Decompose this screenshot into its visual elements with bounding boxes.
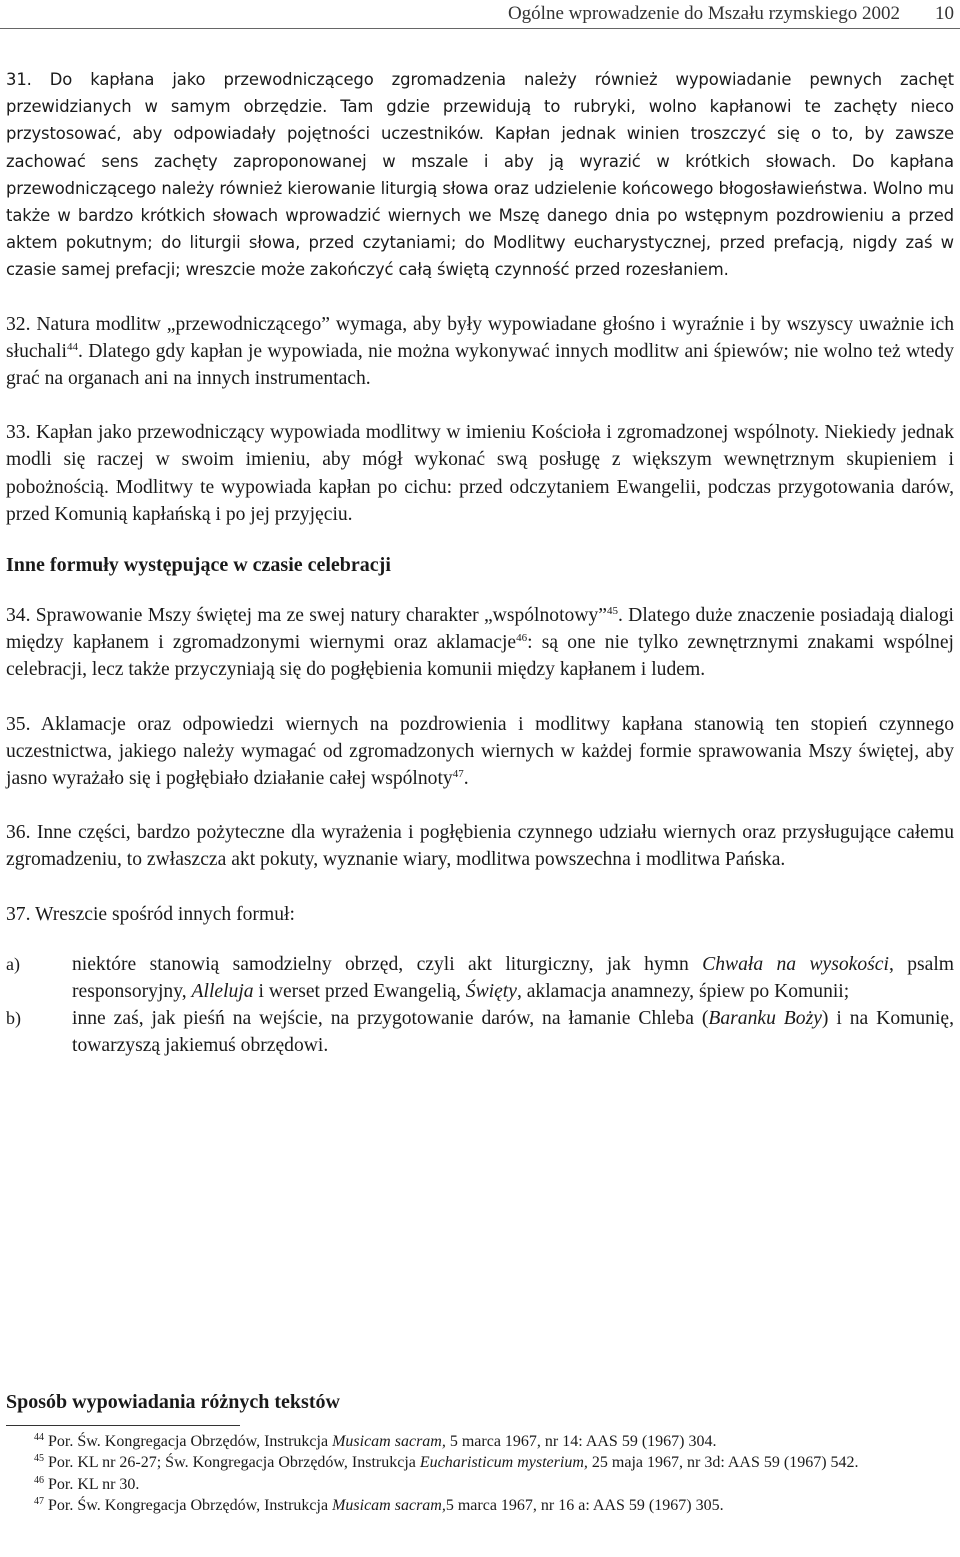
page-header bbox=[0, 0, 960, 44]
footnote-title: Musicam sacram, bbox=[332, 1497, 446, 1515]
list-a-em1: Chwała na wysokości bbox=[702, 953, 889, 975]
footnote-45 bbox=[6, 1452, 954, 1473]
footnote-ref-47[interactable]: 47 bbox=[452, 768, 464, 781]
list-a-part1: niektóre stanowią samodzielny obrzęd, czyli akt liturgiczny, jak hymn bbox=[72, 953, 703, 975]
list-b-part1: inne zaś, jak pieśń na wejście, na przygotowanie darów, na łamanie Chleba ( bbox=[72, 1008, 709, 1030]
list-item-b bbox=[6, 1005, 954, 1059]
list-item-a bbox=[6, 951, 954, 1005]
footnote-ref-46[interactable]: 46 bbox=[516, 632, 528, 645]
footnote-text: Por. KL nr 26-27; Św. Kongregacja Obrzędów, Instrukcja bbox=[48, 1454, 420, 1472]
footnote-46 bbox=[6, 1474, 954, 1495]
paragraph-35 bbox=[6, 711, 954, 793]
paragraph-32-text-a: 32. Natura modlitw „przewodniczącego” wymaga, aby były wypowiadane głośno i wyraźnie i by wszyscy uważnie ich słuchali bbox=[6, 313, 954, 362]
paragraph-32 bbox=[6, 311, 954, 393]
paragraph-33: 33. Kapłan jako przewodniczący wypowiada modlitwy w imieniu Kościoła i zgromadzonej wspólnoty. Niekiedy jednak modli się raczej w swoim imieniu, aby mógł wykonać swą posługę z większym wewnętrznym skupieniem i pobożnością. Modlitwy te wypowiada kapłan po cichu: przed odczytaniem Ewangelii, podczas przygotowania darów, przed Komunią kapłańską i po jej przyjęciu. bbox=[6, 422, 954, 525]
footnote-text: Por. Św. Kongregacja Obrzędów, Instrukcja bbox=[48, 1497, 333, 1515]
footnote-title: Musicam sacram, bbox=[332, 1433, 446, 1450]
main-content bbox=[6, 66, 954, 1060]
footnote-text: Por. KL nr 30. bbox=[48, 1475, 140, 1493]
paragraph-35-text-b: . bbox=[463, 768, 469, 790]
footnote-text: Por. Św. Kongregacja Obrzędów, Instrukcja bbox=[48, 1433, 333, 1450]
document-title: Ogólne wprowadzenie do Mszału rzymskiego 2002 bbox=[507, 3, 900, 24]
footnote-ref-44[interactable]: 44 bbox=[66, 340, 78, 353]
list-a-part4: , aklamacja anamnezy, śpiew po Komunii; bbox=[516, 981, 850, 1003]
list-marker-b: b) bbox=[6, 1008, 21, 1029]
header-divider bbox=[0, 28, 960, 29]
footnote-text: 5 marca 1967, nr 16 a: AAS 59 (1967) 305. bbox=[445, 1497, 724, 1515]
footnote-number: 47 bbox=[34, 1496, 44, 1508]
list-a-part2: , psalm responsoryjny, bbox=[72, 953, 955, 1003]
footnote-text: 5 marca 1967, nr 14: AAS 59 (1967) 304. bbox=[445, 1433, 717, 1450]
paragraph-35-text-a: 35. Aklamacje oraz odpowiedzi wiernych na pozdrowienia i modlitwy kapłana stanowią ten stopień czynnego uczestnictwa, jakiego należy wymagać od zgromadzonych wiernych w każdej formie sprawowania Mszy świętej, aby jasno wyrażało się i pogłębiało działanie całej wspólnoty bbox=[6, 713, 954, 790]
list-b-em1: Baranku Boży bbox=[708, 1008, 822, 1030]
list-marker-a: a) bbox=[6, 953, 20, 974]
list-a-em2: Alleluja bbox=[191, 981, 254, 1003]
paragraph-34-text-a: 34. Sprawowanie Mszy świętej ma ze swej natury charakter „wspólnotowy” bbox=[6, 605, 607, 627]
footnote-ref-45[interactable]: 45 bbox=[606, 605, 618, 618]
footnote-divider bbox=[6, 1425, 240, 1426]
subsection-heading: Sposób wypowiadania różnych tekstów bbox=[6, 1391, 340, 1413]
footnotes bbox=[6, 1431, 954, 1517]
footnote-number: 45 bbox=[34, 1453, 44, 1465]
footnote-number: 44 bbox=[34, 1432, 44, 1443]
footnote-47 bbox=[6, 1495, 954, 1516]
footnote-number: 46 bbox=[34, 1474, 44, 1486]
paragraph-34-text-b: . Dlatego duże znaczenie posiadają dialogi między kapłanem i zgromadzonymi wiernymi oraz aklamacje bbox=[6, 605, 954, 654]
paragraph-34 bbox=[6, 602, 954, 684]
paragraph-36: 36. Inne części, bardzo pożyteczne dla wyrażenia i pogłębienia czynnego udziału wiernych oraz przysługujące całemu zgromadzeniu, to zwłaszcza akt pokuty, wyznanie wiary, modlitwa powszechna i modlitwa Pańska. bbox=[6, 822, 954, 871]
footnote-44 bbox=[6, 1431, 954, 1452]
page-number: 10 bbox=[935, 3, 954, 24]
footnote-title: Eucharisticum mysterium, bbox=[419, 1454, 588, 1472]
list-a-part3: i werset przed Ewangelią, bbox=[253, 981, 466, 1003]
list-a-em3: Święty bbox=[465, 981, 517, 1003]
paragraph-37: 37. Wreszcie spośród innych formuł: bbox=[6, 903, 295, 925]
section-heading: Inne formuły występujące w czasie celebracji bbox=[6, 554, 391, 577]
paragraph-31: 31. Do kapłana jako przewodniczącego zgromadzenia należy również wypowiadanie pewnych zachęt przewidzianych w samym obrzędzie. Tam gdzie przewidują to rubryki, wolno kapłanowi te zachęty nieco przystosować, aby odpowiadały pojętności uczestników. Kapłan jednak winien troszczyć się o to, by zawsze zachować sens zachęty zaproponowanej w mszale i aby ją wyrazić w krótkich słowach. Do kapłana przewodniczącego należy również kierowanie liturgią słowa oraz udzielenie końcowego błogosławieństwa. Wolno mu także w bardzo krótkich słowach wprowadzić wiernych we Mszę danego dnia po wstępnym pozdrowieniu a przed aktem pokutnym; do liturgii słowa, przed czytaniami; do Modlitwy eucharystycznej, przed prefacją, nigdy zaś w czasie samej prefacji; wreszcie może zakończyć całą świętą czynność przed rozesłaniem. bbox=[6, 70, 954, 280]
list-b-part2: ) i na Komunię, towarzyszą jakiemuś obrzędowi. bbox=[72, 1008, 954, 1057]
paragraph-34-text-c: : są one nie tylko zewnętrznymi znakami wspólnej celebracji, lecz także przyczyniają się do pogłębienia komunii między kapłanem i ludem. bbox=[6, 632, 954, 681]
list-text-a bbox=[72, 951, 954, 1005]
footnote-text: 25 maja 1967, nr 3d: AAS 59 (1967) 542. bbox=[587, 1454, 859, 1472]
paragraph-32-text-b: . Dlatego gdy kapłan je wypowiada, nie można wykonywać innych modlitw ani śpiewów; nie wolno też wtedy grać na organach ani na innych instrumentach. bbox=[6, 340, 954, 390]
list-text-b bbox=[72, 1005, 954, 1059]
